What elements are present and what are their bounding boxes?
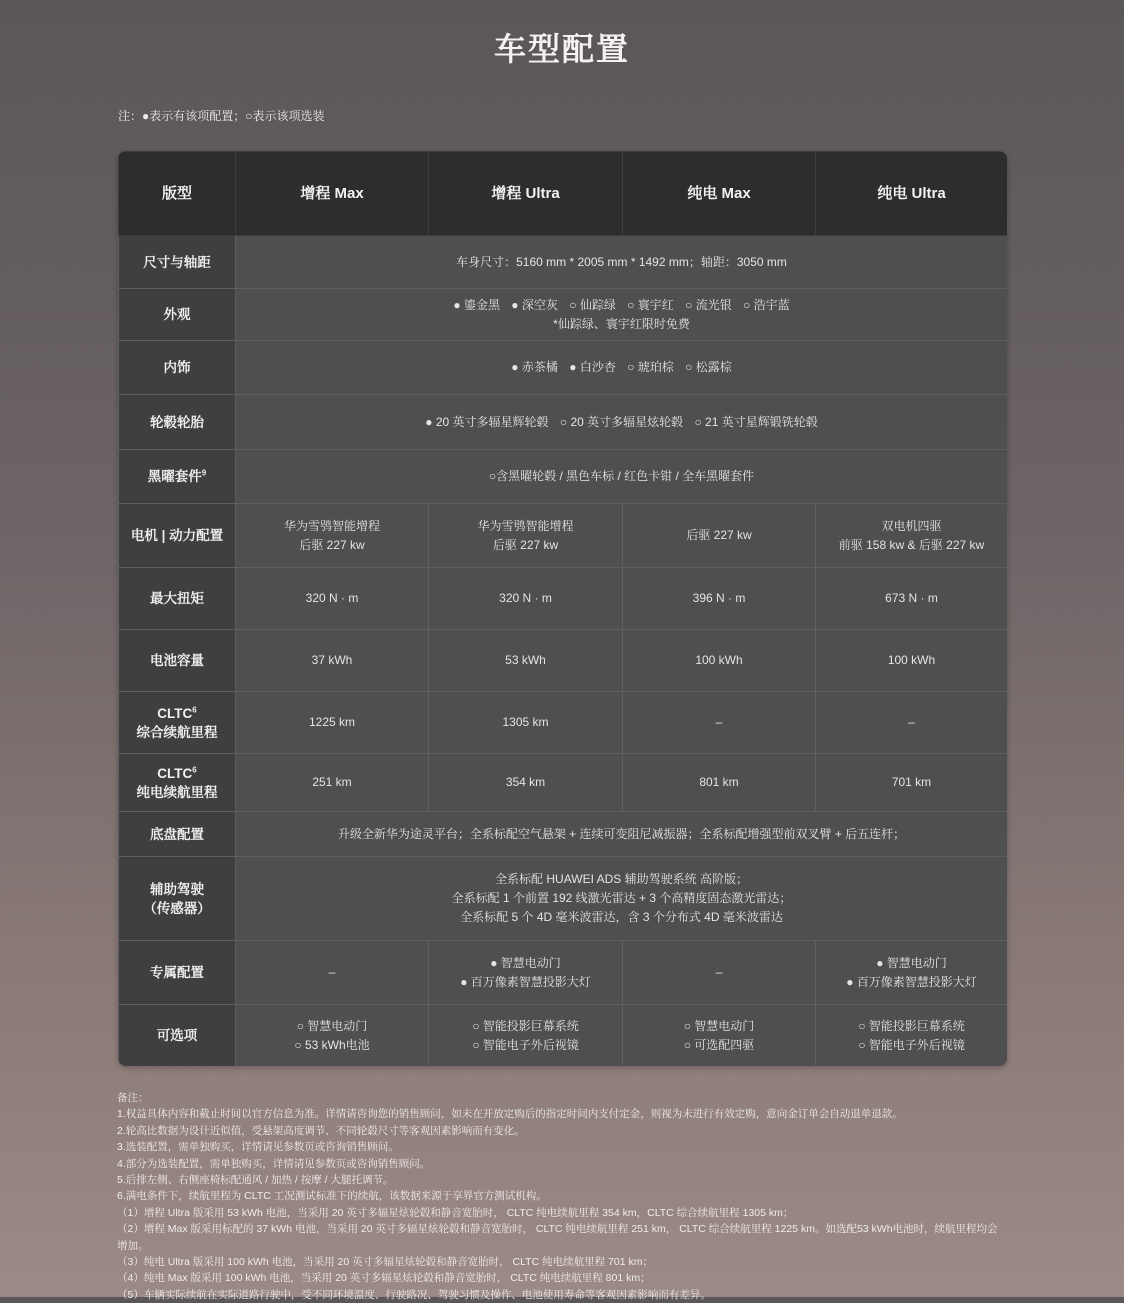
optional-cell: ○ 智能投影巨幕系统 ○ 智能电子外后视镜 [816, 1005, 1008, 1067]
exterior-value [236, 289, 1008, 341]
optional-cell: ○ 智慧电动门 ○ 53 kWh电池 [236, 1005, 429, 1067]
color-option: ○ 仙踪绿 [569, 297, 616, 312]
cltc-electric-cell: 701 km [816, 754, 1008, 812]
row-adas [119, 857, 1008, 941]
exterior-options [242, 296, 1001, 315]
interior-option: ● 白沙杏 [569, 360, 616, 374]
row-label-exterior: 外观 [119, 289, 236, 341]
row-label-cltc-electric: CLTC$^6$ 纯电续航里程 [119, 754, 236, 812]
row-torque [119, 568, 1008, 630]
config-table [118, 151, 1007, 1066]
color-option: ● 鎏金黑 [453, 297, 500, 312]
battery-cell: 100 kWh [816, 630, 1008, 692]
torque-cell: 320 N · m [236, 568, 429, 630]
cltc-combined-cell: 1225 km [236, 692, 429, 754]
motor-cell: 华为雪鸮智能增程 后驱 227 kw [429, 504, 623, 568]
color-option: ○ 寰宇红 [627, 297, 674, 312]
row-dimensions [119, 236, 1008, 289]
torque-cell: 320 N · m [429, 568, 623, 630]
row-label-cltc-combined: CLTC$^6$ 综合续航里程 [119, 692, 236, 754]
optional-cell: ○ 智能投影巨幕系统 ○ 智能电子外后视镜 [429, 1005, 623, 1067]
torque-cell: 673 N · m [816, 568, 1008, 630]
header-model-1: 增程 Max [236, 152, 429, 236]
motor-cell: 后驱 227 kw [623, 504, 816, 568]
note-line: 2.轮高比数据为设计近似值，受悬架高度调节、不同轮毂尺寸等客观因素影响而有变化。 [117, 1124, 525, 1137]
color-option: ○ 流光银 [685, 297, 732, 312]
row-black-kit [119, 450, 1008, 504]
row-label-torque: 最大扭矩 [119, 568, 236, 630]
row-label-adas: 辅助驾驶 （传感器） [119, 857, 236, 941]
footnotes [117, 1090, 1007, 1303]
note-line: 3.选装配置，需单独购买，详情请见参数页或咨询销售顾问。 [117, 1141, 399, 1154]
cltc-combined-cell: – [623, 692, 816, 754]
header-row [119, 152, 1008, 236]
note-line: 1.权益具体内容和截止时间以官方信息为准。详情请咨询您的销售顾问，如未在开放定购后的指定时间内支付定金，则视为未进行有效定购，意向金订单会自动退单退款。 [117, 1108, 903, 1121]
row-label-optional: 可选项 [119, 1005, 236, 1067]
row-motor [119, 504, 1008, 568]
cltc-electric-cell: 354 km [429, 754, 623, 812]
black-kit-value: ○含黑曜轮毂 / 黑色车标 / 红色卡钳 / 全车黑曜套件 [236, 450, 1008, 504]
legend-note: 注：●表示有该项配置；○表示该项选装 [118, 109, 325, 123]
wheel-option: ○ 21 英寸星辉锻铣轮毂 [694, 414, 818, 429]
row-label-exclusive: 专属配置 [119, 941, 236, 1005]
note-line: （2）增程 Max 版采用标配的 37 kWh 电池，当采用 20 英寸多辐星炫轮毂和静音宽胎时， CLTC 纯电续航里程 251 km， CLTC 综合续航里程 1225 km。如选配53 kWh电池时，续航里程均会增加。 [117, 1223, 998, 1252]
header-model-2: 增程 Ultra [429, 152, 623, 236]
row-label-dimensions: 尺寸与轴距 [119, 236, 236, 289]
color-option: ○ 浩宇蓝 [743, 297, 790, 312]
row-label-black-kit: 黑曜套件$^9$ [119, 450, 236, 504]
exclusive-cell: – [623, 941, 816, 1005]
row-exterior [119, 289, 1008, 341]
row-label-motor: 电机 | 动力配置 [119, 504, 236, 568]
wheel-option: ● 20 英寸多辐星辉轮毂 [425, 414, 549, 429]
exclusive-cell: ● 智慧电动门 ● 百万像素智慧投影大灯 [816, 941, 1008, 1005]
row-battery [119, 630, 1008, 692]
optional-cell: ○ 智慧电动门 ○ 可选配四驱 [623, 1005, 816, 1067]
row-cltc-electric [119, 754, 1008, 812]
header-label: 版型 [119, 152, 236, 236]
chassis-value: 升级全新华为途灵平台；全系标配空气悬架 + 连续可变阻尼减振器；全系标配增强型前双叉臂 + 后五连杆； [236, 812, 1008, 857]
cltc-combined-cell: – [816, 692, 1008, 754]
wheel-option: ○ 20 英寸多辐星炫轮毂 [559, 414, 684, 429]
interior-option: ○ 松露棕 [685, 360, 732, 374]
exterior-note: *仙踪绿、寰宇红限时免费 [553, 316, 690, 331]
note-line: 4.部分为选装配置，需单独购买，详情请见参数页或咨询销售顾问。 [117, 1157, 431, 1170]
exclusive-cell: ● 智慧电动门 ● 百万像素智慧投影大灯 [429, 941, 623, 1005]
row-optional [119, 1005, 1008, 1067]
interior-value [236, 341, 1008, 395]
note-line: （1）增程 Ultra 版采用 53 kWh 电池，当采用 20 英寸多辐星炫轮毂和静音宽胎时， CLTC 纯电续航里程 354 km，CLTC 综合续航里程 1305 km； [117, 1206, 794, 1219]
header-model-4: 纯电 Ultra [816, 152, 1008, 236]
torque-cell: 396 N · m [623, 568, 816, 630]
row-label-interior: 内饰 [119, 341, 236, 395]
color-option: ● 深空灰 [511, 297, 558, 312]
row-label-battery: 电池容量 [119, 630, 236, 692]
note-line: （5）车辆实际续航在实际道路行驶中，受不同环境温度、行驶路况、驾驶习惯及操作、电池使用寿命等客观因素影响而有差异。 [117, 1288, 711, 1301]
adas-value: 全系标配 HUAWEI ADS 辅助驾驶系统 高阶版； 全系标配 1 个前置 192 线激光雷达 + 3 个高精度固态激光雷达； 全系标配 5 个 4D 毫米波雷达，含 3 个分布式 4D 毫米波雷达 [236, 857, 1008, 941]
battery-cell: 37 kWh [236, 630, 429, 692]
row-wheels [119, 395, 1008, 450]
interior-option: ○ 琥珀棕 [627, 360, 674, 374]
row-cltc-combined [119, 692, 1008, 754]
motor-cell: 华为雪鸮智能增程 后驱 227 kw [236, 504, 429, 568]
wheels-value [236, 395, 1008, 450]
note-line: （4）纯电 Max 版采用 100 kWh 电池，当采用 20 英寸多辐星炫轮毂和静音宽胎时， CLTC 纯电续航里程 801 km； [117, 1272, 651, 1285]
note-line: 5.后排左侧、右侧座椅标配通风 / 加热 / 按摩 / 大腿托调节。 [117, 1174, 394, 1187]
cltc-electric-cell: 251 km [236, 754, 429, 812]
row-chassis [119, 812, 1008, 857]
note-line: 6.满电条件下，续航里程为 CLTC 工况测试标准下的续航，该数据来源于享界官方测试机构。 [117, 1190, 547, 1203]
motor-cell: 双电机四驱 前驱 158 kw & 后驱 227 kw [816, 504, 1008, 568]
notes-heading: 备注： [117, 1092, 149, 1104]
row-interior [119, 341, 1008, 395]
row-label-chassis: 底盘配置 [119, 812, 236, 857]
battery-cell: 100 kWh [623, 630, 816, 692]
page-title: 车型配置 [493, 31, 630, 67]
interior-option: ● 赤茶橘 [511, 360, 558, 374]
dimensions-value: 车身尺寸：5160 mm * 2005 mm * 1492 mm；轴距：3050 mm [236, 236, 1008, 289]
cltc-combined-cell: 1305 km [429, 692, 623, 754]
note-line: （3）纯电 Ultra 版采用 100 kWh 电池，当采用 20 英寸多辐星炫轮毂和静音宽胎时， CLTC 纯电续航里程 701 km； [117, 1256, 653, 1269]
battery-cell: 53 kWh [429, 630, 623, 692]
exclusive-cell: – [236, 941, 429, 1005]
cltc-electric-cell: 801 km [623, 754, 816, 812]
row-label-wheels: 轮毂轮胎 [119, 395, 236, 450]
row-exclusive [119, 941, 1008, 1005]
header-model-3: 纯电 Max [623, 152, 816, 236]
